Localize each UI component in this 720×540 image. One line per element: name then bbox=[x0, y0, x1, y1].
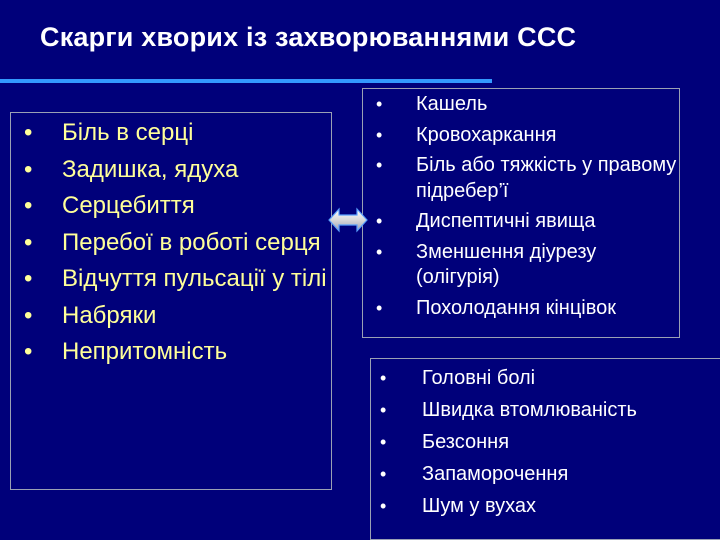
list-item: • Похолодання кінцівок bbox=[370, 296, 680, 322]
list-item: • Біль в серці bbox=[24, 119, 194, 146]
list-item: • Зменшення діурезу (олігурія) bbox=[376, 240, 597, 288]
bullet-icon: • bbox=[380, 432, 387, 453]
bullet-icon: • bbox=[376, 155, 383, 175]
double-arrow-icon bbox=[328, 205, 368, 235]
title-underline bbox=[0, 79, 492, 83]
bullet-icon: • bbox=[376, 124, 383, 145]
list-item: • Серцебиття bbox=[24, 192, 195, 219]
bullet-icon: • bbox=[24, 338, 33, 365]
bullet-icon: • bbox=[24, 155, 33, 183]
bullet-icon: • bbox=[376, 94, 383, 114]
bullet-icon: • bbox=[380, 400, 387, 421]
list-item: • Набряки bbox=[24, 301, 157, 329]
list-item: • Кровохаркання bbox=[370, 123, 680, 149]
list-item: • Відчуття пульсації у тілі bbox=[24, 265, 327, 292]
bullet-icon: • bbox=[24, 192, 33, 219]
list-item: • Задишка, ядуха bbox=[24, 155, 239, 183]
bullet-icon: • bbox=[376, 297, 383, 318]
list-item: • Швидка втомлюваність bbox=[378, 398, 718, 424]
bullet-icon: • bbox=[24, 301, 33, 329]
bullet-icon: • bbox=[376, 241, 383, 262]
bullet-icon: • bbox=[24, 228, 33, 256]
neuro-complaints-list bbox=[378, 366, 718, 526]
bullet-icon: • bbox=[24, 265, 33, 292]
slide-title: Скарги хворих із захворюваннями ССС bbox=[40, 22, 577, 52]
list-item: • Непритомність bbox=[24, 338, 228, 365]
list-item: • Запаморочення bbox=[378, 462, 718, 488]
list-item: • Кашель bbox=[370, 92, 680, 118]
bullet-icon: • bbox=[380, 496, 387, 517]
list-item: • Шум у вухах bbox=[378, 494, 718, 520]
bullet-icon: • bbox=[24, 119, 33, 146]
list-item: • Диспептичні явища bbox=[370, 209, 680, 235]
bullet-icon: • bbox=[380, 464, 387, 485]
bullet-icon: • bbox=[380, 368, 387, 388]
cardiac-complaints-list bbox=[0, 118, 330, 374]
list-item: • Перебої в роботі серця bbox=[24, 228, 321, 256]
list-item: • Безсоння bbox=[378, 430, 718, 456]
congestion-complaints-list bbox=[370, 92, 680, 326]
bullet-icon: • bbox=[376, 211, 383, 231]
list-item: • Головні болі bbox=[378, 366, 718, 392]
list-item: • Біль або тяжкість у правому підребер’ї bbox=[376, 154, 677, 202]
